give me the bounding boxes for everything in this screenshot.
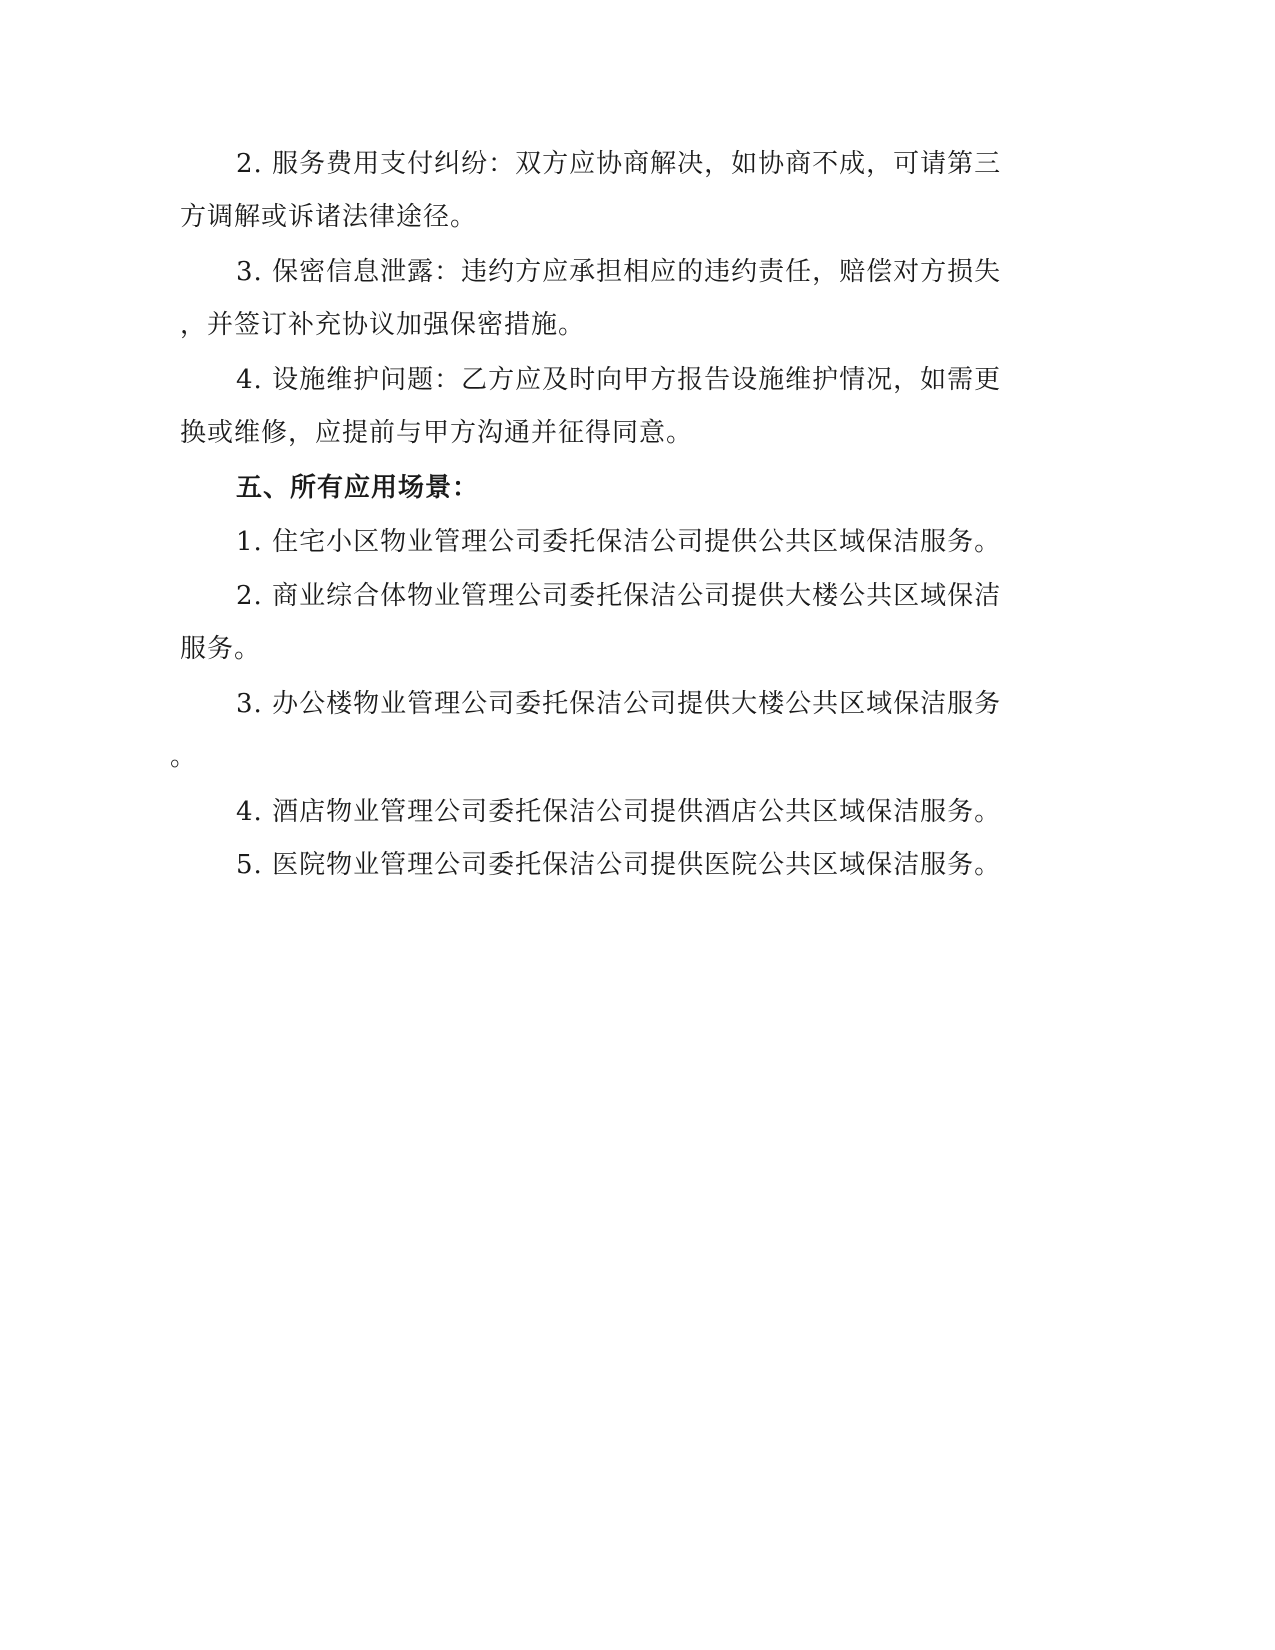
scenario-1-residential: 1. 住宅小区物业管理公司委托保洁公司提供公共区域保洁服务。	[236, 527, 1002, 557]
scenario-2-continuation: 服务。	[180, 634, 262, 664]
scenario-3-office: 3. 办公楼物业管理公司委托保洁公司提供大楼公共区域保洁服务	[236, 689, 1002, 719]
scenario-4-hotel: 4. 酒店物业管理公司委托保洁公司提供酒店公共区域保洁服务。	[236, 797, 1002, 827]
item-4-continuation: 换或维修，应提前与甲方沟通并征得同意。	[180, 418, 694, 448]
item-3-continuation: ，并签订补充协议加强保密措施。	[180, 310, 586, 340]
scenario-5-hospital: 5. 医院物业管理公司委托保洁公司提供医院公共区域保洁服务。	[236, 850, 1002, 880]
scenario-3-continuation: 。	[170, 742, 198, 772]
item-4-facility-maintenance: 4. 设施维护问题：乙方应及时向甲方报告设施维护情况，如需更	[236, 365, 1002, 395]
item-2-payment-dispute: 2. 服务费用支付纠纷：双方应协商解决，如协商不成，可请第三	[236, 149, 1002, 179]
item-3-confidentiality: 3. 保密信息泄露：违约方应承担相应的违约责任，赔偿对方损失	[236, 257, 1002, 287]
item-2-continuation: 方调解或诉诸法律途径。	[180, 202, 478, 232]
scenario-2-commercial: 2. 商业综合体物业管理公司委托保洁公司提供大楼公共区域保洁	[236, 581, 1002, 611]
section-5-heading: 五、所有应用场景：	[236, 473, 480, 503]
